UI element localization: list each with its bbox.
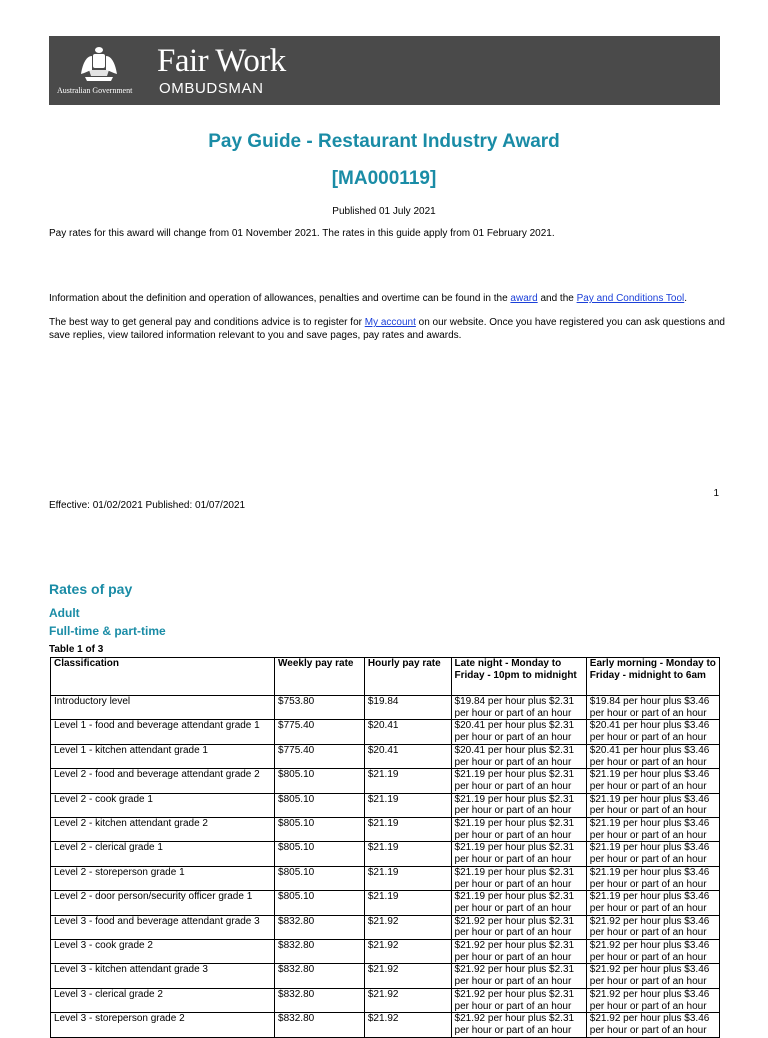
table-cell: $21.19 per hour plus $3.46 per hour or part of an hour [586,866,719,890]
table-cell: $20.41 per hour plus $2.31 per hour or part of an hour [451,744,586,768]
table-row [51,793,720,817]
table-cell: Level 1 - food and beverage attendant grade 1 [51,720,275,744]
table-cell: Level 3 - storeperson grade 2 [51,1013,275,1037]
table-cell: $20.41 per hour plus $2.31 per hour or part of an hour [451,720,586,744]
table-header-row [51,658,720,696]
table-cell: $20.41 [364,744,451,768]
table-cell: $805.10 [275,891,365,915]
my-account-link[interactable]: My account [364,317,416,328]
table-cell: Level 2 - clerical grade 1 [51,842,275,866]
brand-subtitle: OMBUDSMAN [159,80,264,97]
table-cell: $805.10 [275,769,365,793]
table-row [51,988,720,1012]
table-cell: Level 3 - cook grade 2 [51,940,275,964]
table-cell: $21.19 [364,769,451,793]
table-row [51,964,720,988]
table-cell: $21.19 per hour plus $3.46 per hour or part of an hour [586,891,719,915]
info-text: and the [537,293,577,304]
brand-title: Fair Work [157,43,286,79]
section-heading: Rates of pay [49,581,133,597]
table-cell: Level 3 - clerical grade 2 [51,988,275,1012]
table-cell: Level 2 - food and beverage attendant grade 2 [51,769,275,793]
table-cell: $21.19 [364,842,451,866]
table-cell: Level 2 - kitchen attendant grade 2 [51,818,275,842]
table-cell: $753.80 [275,696,365,720]
table-cell: $20.41 [364,720,451,744]
column-header: Classification [51,658,275,696]
award-link[interactable]: award [510,293,538,304]
table-row [51,915,720,939]
table-row [51,842,720,866]
published-date: Published 01 July 2021 [332,206,436,217]
table-cell: $21.92 [364,964,451,988]
table-cell: $19.84 [364,696,451,720]
table-row [51,769,720,793]
advice-text: on our website. Once you have registered you can ask questions and save replies, view tailored information relevant to you and save pages, pay rates and awards. [49,317,725,341]
table-cell: Level 3 - food and beverage attendant grade 3 [51,915,275,939]
table-cell: $805.10 [275,866,365,890]
table-cell: $21.19 [364,866,451,890]
table-cell: $21.19 per hour plus $2.31 per hour or part of an hour [451,818,586,842]
table-cell: Level 2 - cook grade 1 [51,793,275,817]
table-cell: $21.19 per hour plus $3.46 per hour or part of an hour [586,793,719,817]
table-cell: Introductory level [51,696,275,720]
advice-text: The best way to get general pay and conditions advice is to register for [49,317,365,328]
table-cell: $21.92 per hour plus $3.46 per hour or part of an hour [586,940,719,964]
header-banner [49,36,720,105]
government-label: Australian Government [57,86,133,95]
table-cell: $21.19 per hour plus $3.46 per hour or part of an hour [586,842,719,866]
column-header: Hourly pay rate [364,658,451,696]
table-cell: $832.80 [275,940,365,964]
subheading-full-time-part-time: Full-time & part-time [49,624,166,638]
table-cell: $21.92 per hour plus $3.46 per hour or part of an hour [586,988,719,1012]
change-notice: Pay rates for this award will change from 01 November 2021. The rates in this guide apply from 01 February 2021. [49,228,555,239]
table-cell: $21.92 per hour plus $3.46 per hour or part of an hour [586,964,719,988]
pay-and-conditions-tool-link[interactable]: Pay and Conditions Tool [576,293,685,304]
table-cell: $21.19 per hour plus $2.31 per hour or part of an hour [451,793,586,817]
table-row [51,696,720,720]
effective-date: Effective: 01/02/2021 Published: 01/07/2021 [49,500,246,511]
table-cell: $20.41 per hour plus $3.46 per hour or part of an hour [586,720,719,744]
table-cell: Level 2 - storeperson grade 1 [51,866,275,890]
table-cell: Level 2 - door person/security officer grade 1 [51,891,275,915]
table-cell: $21.92 per hour plus $3.46 per hour or part of an hour [586,1013,719,1037]
table-row [51,720,720,744]
table-caption: Table 1 of 3 [49,644,104,655]
table-cell: $805.10 [275,842,365,866]
table-cell: $21.19 per hour plus $2.31 per hour or part of an hour [451,866,586,890]
table-cell: $21.19 per hour plus $3.46 per hour or part of an hour [586,818,719,842]
table-cell: $832.80 [275,964,365,988]
table-cell: $21.19 per hour plus $2.31 per hour or part of an hour [451,769,586,793]
document-title: Pay Guide - Restaurant Industry Award [208,131,560,152]
advice-paragraph [49,316,729,342]
table-cell: $21.92 per hour plus $2.31 per hour or part of an hour [451,915,586,939]
table-cell: Level 3 - kitchen attendant grade 3 [51,964,275,988]
table-cell: $805.10 [275,793,365,817]
table-row [51,1013,720,1037]
table-cell: $832.80 [275,915,365,939]
info-text: Information about the definition and operation of allowances, penalties and overtime can be found in the [49,293,511,304]
table-cell: $21.92 per hour plus $2.31 per hour or part of an hour [451,964,586,988]
table-cell: $832.80 [275,988,365,1012]
table-cell: $21.92 [364,1013,451,1037]
table-cell: $21.92 per hour plus $2.31 per hour or part of an hour [451,1013,586,1037]
table-cell: $19.84 per hour plus $2.31 per hour or part of an hour [451,696,586,720]
pay-rates-table [50,657,720,1038]
column-header: Weekly pay rate [275,658,365,696]
table-cell: $21.92 per hour plus $2.31 per hour or part of an hour [451,940,586,964]
coat-of-arms-icon [77,44,121,84]
table-cell: $21.92 [364,988,451,1012]
table-cell: $805.10 [275,818,365,842]
table-row [51,744,720,768]
table-cell: $21.19 per hour plus $2.31 per hour or part of an hour [451,842,586,866]
subheading-adult: Adult [49,606,80,620]
table-cell: $20.41 per hour plus $3.46 per hour or part of an hour [586,744,719,768]
table-cell: Level 1 - kitchen attendant grade 1 [51,744,275,768]
table-cell: $21.92 [364,915,451,939]
info-paragraph [49,292,687,305]
table-cell: $21.92 per hour plus $3.46 per hour or part of an hour [586,915,719,939]
page-number: 1 [713,488,719,499]
table-row [51,940,720,964]
table-row [51,891,720,915]
table-row [51,866,720,890]
info-text: . [684,293,688,304]
table-cell: $21.19 per hour plus $2.31 per hour or part of an hour [451,891,586,915]
table-cell: $21.19 [364,793,451,817]
table-cell: $775.40 [275,744,365,768]
table-cell: $21.19 [364,818,451,842]
table-cell: $775.40 [275,720,365,744]
column-header: Late night - Monday to Friday - 10pm to midnight [451,658,586,696]
table-cell: $21.19 per hour plus $3.46 per hour or part of an hour [586,769,719,793]
table-cell: $21.92 per hour plus $2.31 per hour or part of an hour [451,988,586,1012]
table-cell: $21.19 [364,891,451,915]
column-header: Early morning - Monday to Friday - midnight to 6am [586,658,719,696]
award-code: [MA000119] [331,168,437,189]
table-row [51,818,720,842]
table-cell: $21.92 [364,940,451,964]
table-cell: $832.80 [275,1013,365,1037]
table-cell: $19.84 per hour plus $3.46 per hour or part of an hour [586,696,719,720]
